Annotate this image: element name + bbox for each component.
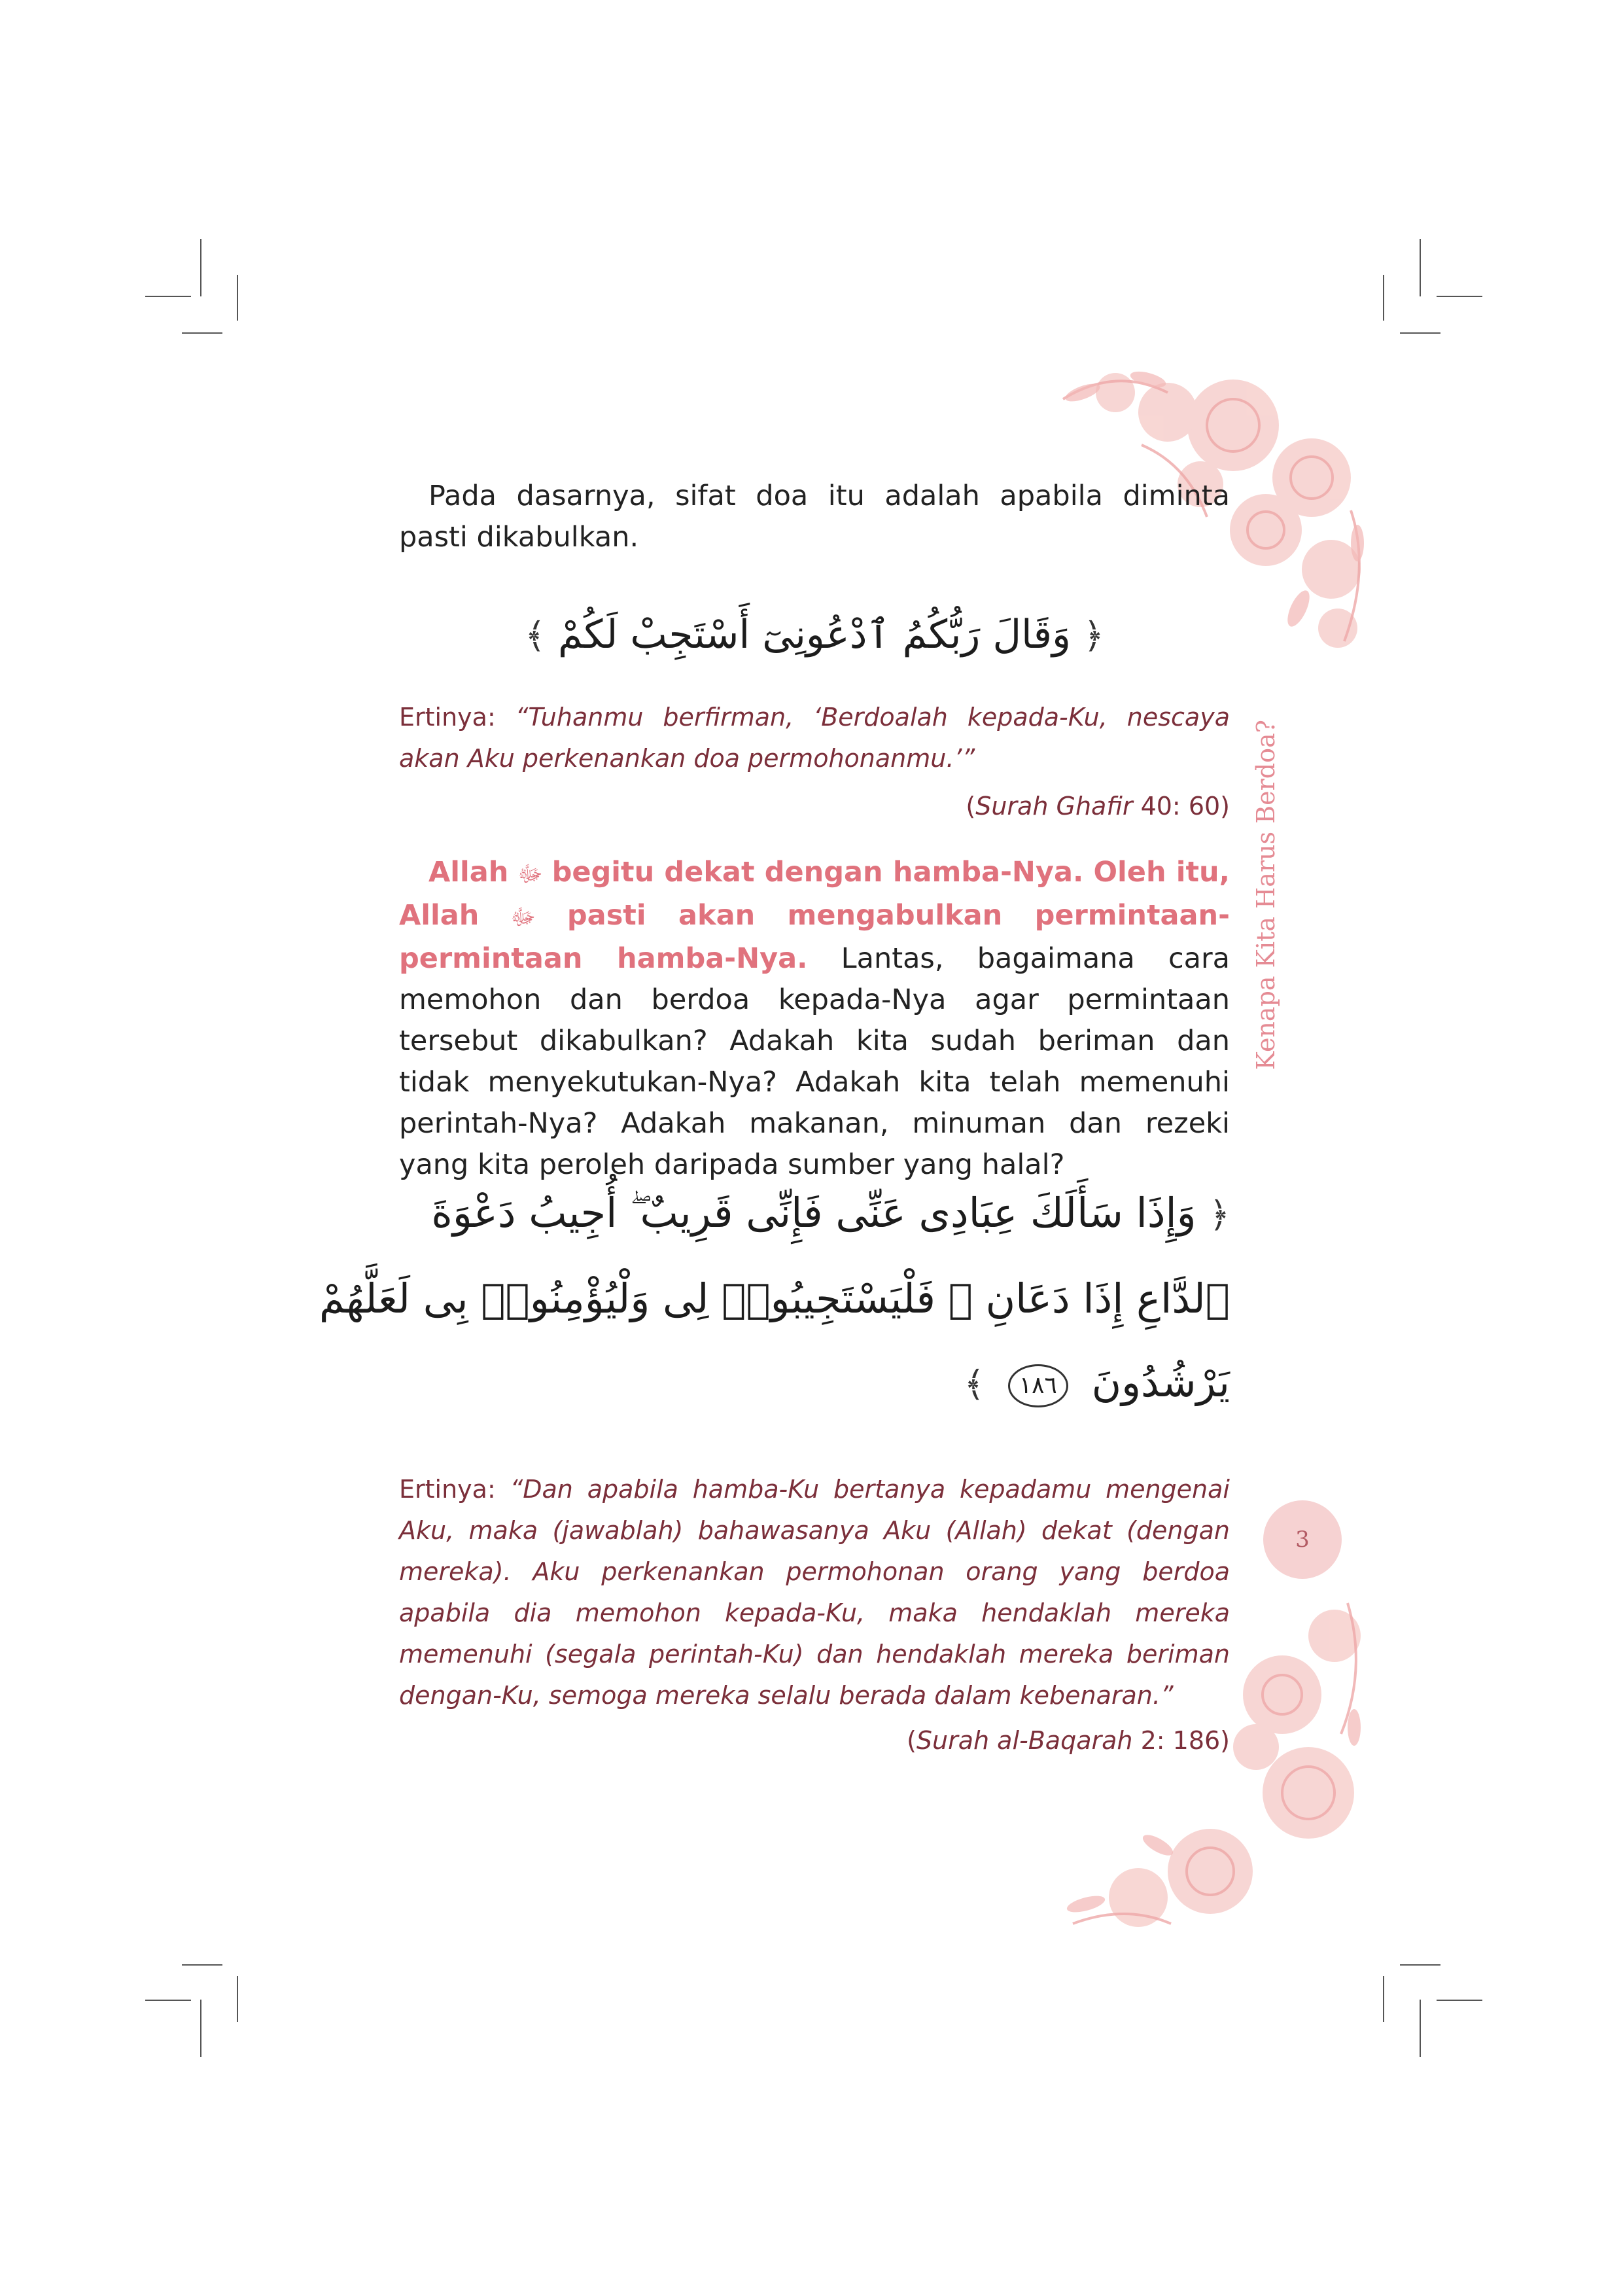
translation-text: “Dan apabila hamba-Ku bertanya kepadamu mengenai Aku, maka (jawablah) bahawasanya Aku (Allah) dekat (dengan mereka). Aku perkenankan permohonan orang yang berdoa apabila dia memohon kepada-Ku, maka hendaklah mereka memenuhi (segala perintah-Ku) dan hendaklah mereka beriman dengan-Ku, semoga mereka selalu berada dalam kebenaran.” (399, 1475, 1230, 1710)
crop-mark (1400, 1964, 1440, 1966)
verse-ornament-close: ﴾ (525, 615, 546, 656)
verse-arabic-line-1: وَإِذَا سَأَلَكَ عِبَادِى عَنِّى فَإِنِّى قَرِيبٌ ۖ أُجِيبُ دَعْوَةَ (431, 1189, 1196, 1237)
verse-line-3 (399, 1341, 1230, 1426)
translation-text: “Tuhanmu berfirman, ‘Berdoalah kepada-Ku, nescaya akan Aku perkenankan doa permohonanmu.’” (399, 703, 1230, 773)
source-surah: Surah Ghafir (975, 792, 1133, 821)
page-number-badge (1263, 1500, 1342, 1579)
crop-mark (182, 1964, 222, 1966)
crop-mark (237, 275, 238, 321)
ayah-number: ١٨٦ (1019, 1371, 1057, 1399)
verse-source-baqarah: (Surah al-Baqarah 2: 186) (907, 1726, 1230, 1755)
crop-mark (182, 332, 222, 334)
source-surah: Surah al-Baqarah (916, 1726, 1133, 1755)
crop-mark (145, 296, 191, 297)
crop-mark (200, 2000, 201, 2057)
quran-verse-ghafir (399, 599, 1230, 672)
highlight-sentence-b: pasti akan mengabulkan permintaan-permintaan hamba-Nya. (399, 899, 1230, 975)
jalla-jalaluh-icon: ﷻ (517, 861, 543, 887)
verse-arabic-line-2: ٱلدَّاعِ إِذَا دَعَانِ ۖ فَلْيَسْتَجِيبُوا۟ لِى وَلْيُؤْمِنُوا۟ بِى لَعَلَّهُمْ (319, 1275, 1230, 1322)
verse-translation-baqarah (399, 1469, 1230, 1716)
page-number: 3 (1295, 1527, 1310, 1553)
body-paragraph-intro (399, 476, 1230, 558)
crop-mark (1437, 2000, 1482, 2001)
verse-line-1 (399, 1171, 1230, 1257)
ayah-number-marker (1008, 1364, 1068, 1407)
verse-arabic-text: وَقَالَ رَبُّكُمُ ٱدْعُونِىٓ أَسْتَجِبْ لَكُمْ (558, 612, 1071, 658)
crop-mark (200, 239, 201, 296)
quran-verse-baqarah (319, 1171, 1230, 1426)
crop-mark (1383, 275, 1384, 321)
main-text: Lantas, bagaimana cara memohon dan berdoa kepada-Nya agar permintaan tersebut dikabulkan? Adakah kita sudah beriman dan tidak menyekutukan-Nya? Adakah kita telah memenuhi perintah-Nya? Adakah makanan, minuman dan rezeki yang kita peroleh daripada sumber yang halal? (399, 942, 1230, 1181)
running-chapter-title: Kenapa Kita Harus Berdoa? (1251, 720, 1280, 1070)
translation-label: Ertinya: (399, 703, 496, 732)
verse-arabic-line-3: يَرْشُدُونَ (1091, 1358, 1230, 1406)
highlight-allah: Allah (428, 856, 509, 889)
crop-mark (237, 1976, 238, 2022)
crop-mark (1420, 2000, 1421, 2057)
translation-label: Ertinya: (399, 1475, 496, 1504)
verse-ornament-close: ﴾ (964, 1364, 985, 1405)
intro-text: Pada dasarnya, sifat doa itu adalah apabila diminta pasti dikabulkan. (399, 480, 1230, 554)
crop-mark (1420, 239, 1421, 296)
verse-translation-ghafir (399, 697, 1230, 779)
verse-ornament-open: ﴿ (1083, 615, 1104, 656)
source-ref: 40: 60 (1140, 792, 1221, 821)
verse-source-ghafir: (Surah Ghafir 40: 60) (966, 792, 1230, 821)
highlight-sentence-a: begitu dekat dengan hamba-Nya. Oleh itu, Allah (399, 856, 1230, 932)
crop-mark (1400, 332, 1440, 334)
crop-mark (1437, 296, 1482, 297)
body-paragraph-main (399, 852, 1230, 1186)
crop-mark (1383, 1976, 1384, 2022)
verse-ornament-open: ﴿ (1209, 1194, 1230, 1235)
source-ref: 2: 186 (1140, 1726, 1221, 1755)
jalla-jalaluh-icon: ﷻ (510, 904, 536, 930)
crop-mark (145, 2000, 191, 2001)
